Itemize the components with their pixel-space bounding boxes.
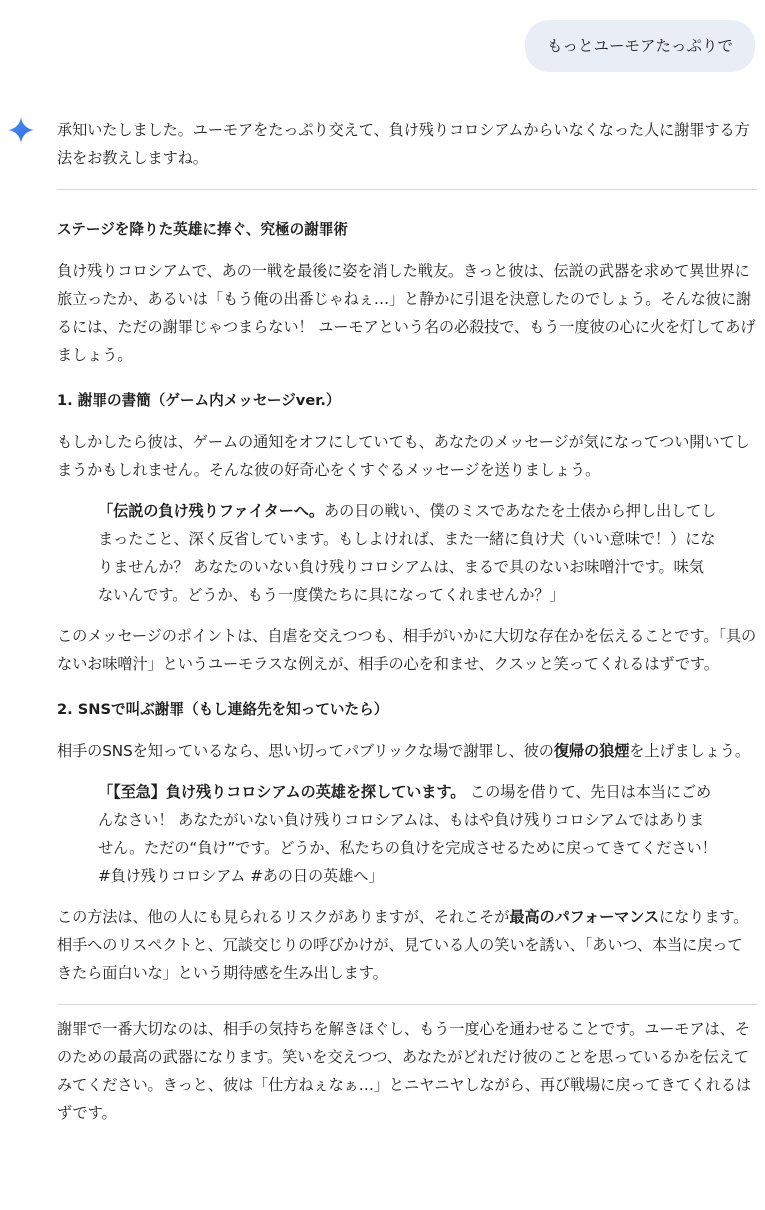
method1-quote [57,497,757,609]
method2-quote-heading: 「【至急】負け残りコロシアムの英雄を探しています。 [98,783,466,801]
method2-title: 2. SNSで叫ぶ謝罪（もし連絡先を知っていたら） [57,701,389,718]
divider [57,1004,757,1005]
method2-description [57,737,757,765]
method2-quote-body: この場を借りて、先日は本当にごめんなさい！ あなたがいない負け残りコロシアムは、もはや負け残りコロシアムではありません。ただの“負け”です。どうか、私たちの負けを完成させるために戻ってきてください！ #負け残りコロシアム #あの日の英雄へ」 [98,783,717,885]
method2-point-tail: になります。相手へのリスペクトと、冗談交じりの呼びかけが、見ている人の笑いを誘い、「あいつ、本当に戻ってきたら面白いな」という期待感を生み出します。 [57,908,749,982]
method1-point: このメッセージのポイントは、自虐を交えつつも、相手がいかに大切な存在かを伝えることです。「具のないお味噌汁」というユーモラスな例えが、相手の心を和ませ、クスッと笑ってくれるはずです。 [57,627,757,673]
sparkle-icon [8,117,34,143]
method1-quote-body: あの日の戦い、僕のミスであなたを土俵から押し出してしまったこと、深く反省しています。もしよければ、また一緒に負け犬（いい意味で！）になりませんか？ あなたのいない負け残りコロシアムは、まるで具のないお味噌汁です。味気ないんです。どうか、もう一度僕たちに具になってくれませんか？」 [98,502,717,604]
method2-desc-text: 相手のSNSを知っているなら、思い切ってパブリックな場で謝罪し、彼の [57,742,554,760]
method2-point-bold: 最高のパフォーマンス [509,908,659,926]
method1-title: 1. 謝罪の書簡（ゲーム内メッセージver.） [57,392,341,409]
reply-intro: 承知いたしました。ユーモアをたっぷり交えて、負け残りコロシアムからいなくなった人に謝罪する方法をお教えしますね。 [57,121,750,167]
section-intro: 負け残りコロシアムで、あの一戦を最後に姿を消した戦友。きっと彼は、伝説の武器を求めて異世界に旅立ったか、あるいは「もう俺の出番じゃねぇ…」と静かに引退を決意したのでしょう。そんな彼に謝るには、ただの謝罪じゃつまらない！ ユーモアという名の必殺技で、もう一度彼の心に火を灯してあげましょう。 [57,262,756,364]
method2-point-text: この方法は、他の人にも見られるリスクがありますが、それこそが [57,908,510,926]
closing-paragraph: 謝罪で一番大切なのは、相手の気持ちを解きほぐし、もう一度心を通わせることです。ユーモアは、そのための最高の武器になります。笑いを交えつつ、あなたがどれだけ彼のことを思っているかを伝えてみてください。きっと、彼は「仕方ねぇなぁ…」とニヤニヤしながら、再び戦場に戻ってきてくれるはずです。 [57,1020,752,1122]
method1-description: もしかしたら彼は、ゲームの通知をオフにしていても、あなたのメッセージが気になってつい開いてしまうかもしれません。そんな彼の好奇心をくすぐるメッセージを送りましょう。 [57,433,750,479]
method2-desc-tail: を上げましょう。 [629,742,750,760]
method2-point [57,903,757,987]
user-message-bubble [525,20,755,72]
user-message-text: もっとユーモアたっぷりで [546,37,733,55]
section-title: ステージを降りた英雄に捧ぐ、究極の謝罪術 [57,221,349,238]
method2-desc-bold: 復帰の狼煙 [553,742,630,760]
method2-quote [57,778,757,890]
assistant-reply [57,116,757,1127]
method1-quote-heading: 「伝説の負け残りファイターへ。 [98,502,325,520]
divider [57,189,757,190]
